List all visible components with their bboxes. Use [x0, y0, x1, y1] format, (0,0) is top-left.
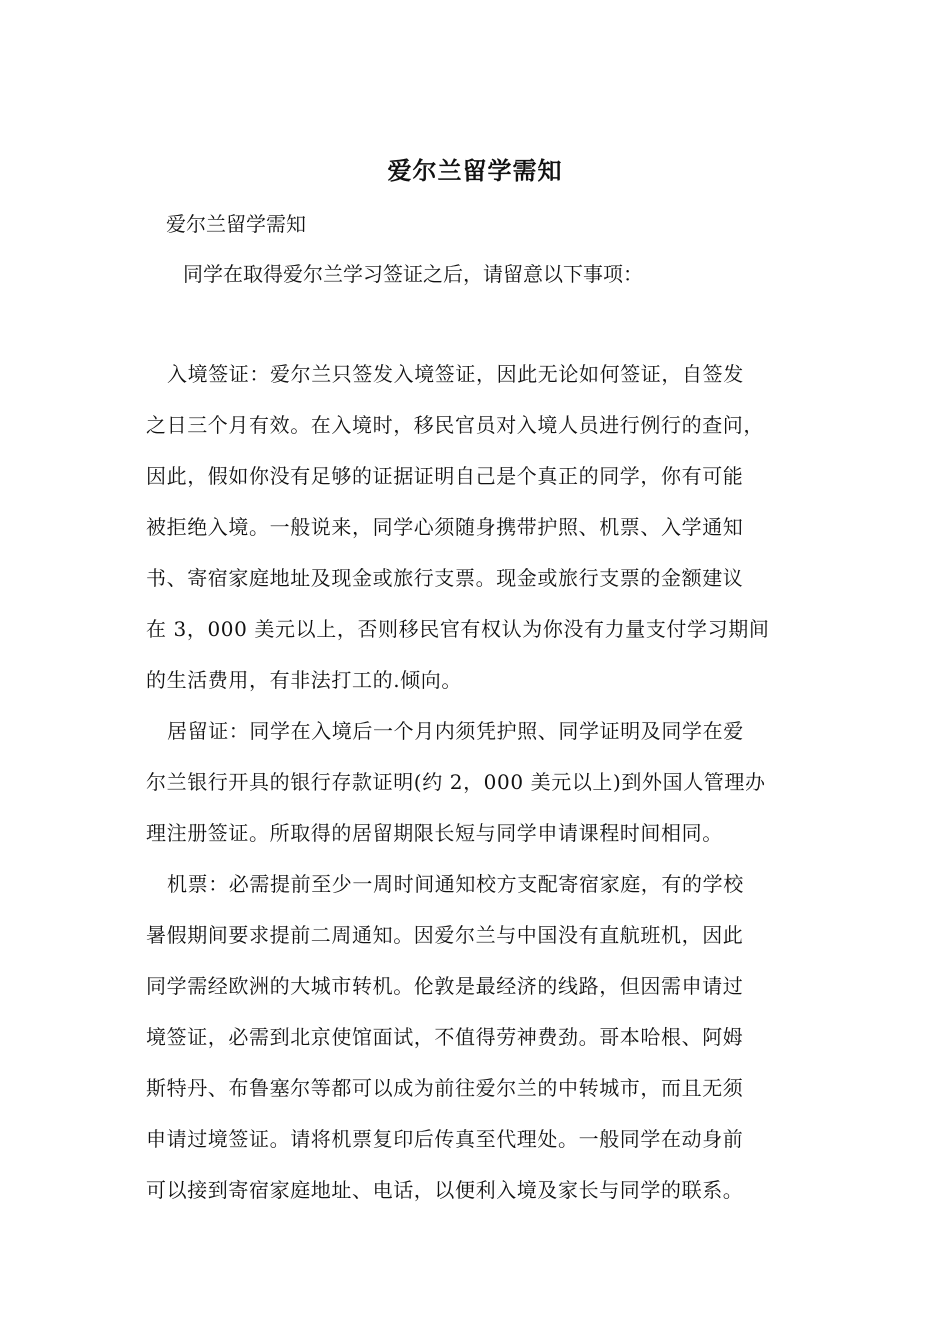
text-line: 被拒绝入境。一般说来，同学心须随身携带护照、机票、入学通知: [146, 515, 744, 539]
paragraph-entry-visa: [146, 354, 826, 711]
text-line: 入境签证：爱尔兰只签发入境签证，因此无论如何签证，自签发: [167, 362, 744, 386]
text-line: 可以接到寄宿家庭地址、电话，以便利入境及家长与同学的联系。: [146, 1178, 744, 1202]
text-line: 理注册签证。所取得的居留期限长短与同学申请课程时间相同。: [146, 821, 723, 845]
document-title: 爱尔兰留学需知: [387, 156, 563, 185]
text-line: 居留证：同学在入境后一个月内须凭护照、同学证明及同学在爱: [167, 719, 744, 743]
text-line: 同学需经欧洲的大城市转机。伦敦是最经济的线路，但因需申请过: [146, 974, 744, 998]
text-line: 书、寄宿家庭地址及现金或旅行支票。现金或旅行支票的金额建议: [146, 566, 744, 590]
text-line: 机票：必需提前至少一周时间通知校方支配寄宿家庭，有的学校: [167, 872, 744, 896]
paragraph-residence-permit: [146, 711, 826, 864]
text-line: 在 3，000 美元以上，否则移民官有权认为你没有力量支付学习期间: [146, 617, 770, 641]
text-line: 申请过境签证。请将机票复印后传真至代理处。一般同学在动身前: [146, 1127, 744, 1151]
text-line: 之日三个月有效。在入境时，移民官员对入境人员进行例行的查问，: [146, 413, 764, 437]
text-line: 因此，假如你没有足够的证据证明自己是个真正的同学，你有可能: [146, 464, 744, 488]
text-line: 境签证，必需到北京使馆面试，不值得劳神费劲。哥本哈根、阿姆: [146, 1025, 744, 1049]
body-text: [146, 354, 826, 1221]
text-line: 尔兰银行开具的银行存款证明(约 2，000 美元以上)到外国人管理办: [146, 770, 766, 794]
intro-paragraph: 同学在取得爱尔兰学习签证之后，请留意以下事项：: [183, 262, 643, 286]
document-subtitle: 爱尔兰留学需知: [166, 212, 306, 236]
text-line: 的生活费用，有非法打工的.倾向。: [146, 668, 462, 692]
paragraph-air-ticket: [146, 864, 826, 1221]
text-line: 暑假期间要求提前二周通知。因爱尔兰与中国没有直航班机，因此: [146, 923, 744, 947]
text-line: 斯特丹、布鲁塞尔等都可以成为前往爱尔兰的中转城市，而且无须: [146, 1076, 744, 1100]
